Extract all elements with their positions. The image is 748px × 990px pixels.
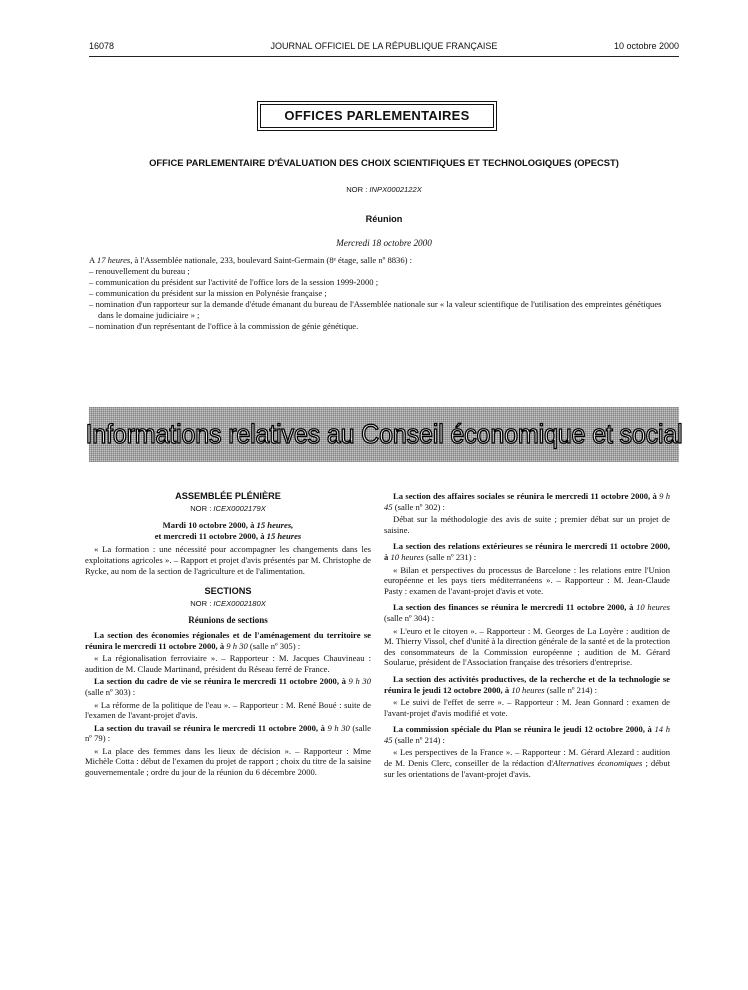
section-lead xyxy=(384,674,670,695)
section-lead-time: 14 h 45 xyxy=(384,724,670,745)
section-lead-time: 9 h 30 xyxy=(348,676,371,687)
section-body: « La place des femmes dans les lieux de décision ». – Rapporteur : Mme Michèle Cotta : début de l'examen du projet de rapport ; choix du titre de la saisine gouvernementale ; ordre du jour de la réunion du 6 décembre 2000. xyxy=(85,745,371,778)
section-lead-salle: (salle nº 79) : xyxy=(85,722,371,744)
section-lead-time: 9 h 45 xyxy=(384,491,670,512)
section-lead-salle: (salle nº 304) : xyxy=(384,612,435,623)
issue-date: 10 octobre 2000 xyxy=(613,41,679,51)
assemblee-nor xyxy=(85,504,371,515)
office-agenda xyxy=(89,255,679,332)
agenda-intro-a: A xyxy=(89,255,97,265)
agenda-intro-rest: à l'Assemblée nationale, 233, boulevard Saint-Germain (8ᵉ étage, salle nº 8836) : xyxy=(132,255,413,265)
section-lead xyxy=(85,676,371,697)
section-lead-text: La section du travail se réunira le mercredi 11 octobre 2000, à xyxy=(94,722,328,733)
assemblee-date-2b: 15 heures xyxy=(266,530,302,541)
section-lead-text: La commission spéciale du Plan se réunira le jeudi 12 octobre 2000, à xyxy=(393,724,655,735)
agenda-item: – communication du président sur l'activité de l'office lors de la session 1999-2000 ; xyxy=(89,277,379,287)
assemblee-date-2 xyxy=(85,531,371,542)
section-body-a: « Les perspectives de la France ». – Rapporteur : M. Gérard Alezard : audition de M. Denis Clerc, conseiller de la rédaction d' xyxy=(384,747,670,769)
section-lead xyxy=(384,602,670,623)
section-lead-time: 9 h 30 xyxy=(226,640,248,651)
assemblee-date-1b: 15 heures, xyxy=(256,520,294,531)
section-lead-text: La section des relations extérieures se réunira le mercredi 11 octobre 2000, à xyxy=(384,541,670,562)
page-header xyxy=(89,41,679,55)
header-rule xyxy=(89,56,679,57)
sections-nor xyxy=(85,599,371,610)
section-body: Débat sur la méthodologie des avis de suite ; premier débat sur un projet de saisine. xyxy=(384,514,670,535)
section-body-c: ; début sur les orientations de l'avant-projet d'avis. xyxy=(384,758,670,779)
section-lead-salle: (salle nº 214) : xyxy=(544,684,597,695)
section-lead-salle: (salle nº 231) : xyxy=(423,551,477,562)
section-lead xyxy=(85,630,371,651)
section-lead-salle: (salle nº 214) : xyxy=(392,734,445,745)
agenda-item: – nomination d'un représentant de l'office à la commission de génie génétique. xyxy=(89,321,359,331)
section-lead-time: 10 heures xyxy=(390,551,424,562)
assemblee-text: « La formation : une nécessité pour accompagner les changements dans les exploitations agricoles ». – Rapport et projet d'avis présentés par M. Christophe de Rycke, au nom de la section de l'agriculture et de l'alimentation. xyxy=(85,544,371,576)
assemblee-date-1 xyxy=(85,520,371,531)
section-lead xyxy=(384,724,670,745)
agenda-intro xyxy=(89,255,679,266)
section-lead-time: 9 h 30 xyxy=(327,722,350,733)
agenda-item: – renouvellement du bureau ; xyxy=(89,266,190,276)
journal-title: JOURNAL OFFICIEL DE LA RÉPUBLIQUE FRANÇAISE xyxy=(270,41,498,51)
section-body xyxy=(384,747,670,779)
ces-banner-text: Informations relatives au Conseil économique et social xyxy=(85,418,683,449)
meeting-heading: Réunion xyxy=(365,214,403,224)
section-title-box: OFFICES PARLEMENTAIRES xyxy=(260,104,494,128)
agenda-intro-time: 17 heures, xyxy=(96,255,133,265)
section-lead-salle: (salle nº 302) : xyxy=(392,501,445,512)
office-nor-code: INPX0002122X xyxy=(369,185,422,194)
office-nor xyxy=(89,186,679,195)
right-column xyxy=(384,491,670,781)
section-lead-text: La section des finances se réunira le mercredi 11 octobre 2000, à xyxy=(393,602,637,613)
page-number: 16078 xyxy=(89,41,115,51)
section-lead-text: La section des activités productives, de la recherche et de la technologie se réunira le jeudi 12 octobre 2000, à xyxy=(384,673,670,695)
sections-nor-label: NOR : xyxy=(190,598,214,608)
assemblee-date-1a: Mardi 10 octobre 2000, à xyxy=(162,520,257,531)
ces-banner xyxy=(85,407,683,462)
section-body: « La régionalisation ferroviaire ». – Rapporteur : M. Jacques Chauvineau : audition de M. Claude Martinand, président du Réseau ferré de France. xyxy=(85,653,371,674)
section-body: « La réforme de la politique de l'eau ». – Rapporteur : M. René Boué : suite de l'examen de l'avant-projet d'avis. xyxy=(85,699,371,721)
section-lead xyxy=(85,723,371,744)
office-nor-label: NOR : xyxy=(346,185,370,194)
assemblee-date-2a: et mercredi 11 octobre 2000, à xyxy=(154,530,267,541)
meeting-date: Mercredi 18 octobre 2000 xyxy=(336,238,432,248)
sections-heading: SECTIONS xyxy=(204,586,252,597)
section-body: « Le suivi de l'effet de serre ». – Rapporteur : M. Jean Gonnard : examen de l'avant-projet d'avis modifié et vote. xyxy=(384,697,670,718)
section-lead-text: La section des économies régionales et de l'aménagement du territoire se réunira le mercredi 11 octobre 2000, à xyxy=(85,629,371,651)
assemblee-nor-code: ICEX0002179X xyxy=(213,503,266,513)
section-body-title: Alternatives économiques xyxy=(552,758,643,769)
reunions-heading: Réunions de sections xyxy=(188,615,268,626)
assemblee-nor-label: NOR : xyxy=(190,503,214,513)
section-lead xyxy=(384,541,670,562)
sections-nor-code: ICEX0002180X xyxy=(213,598,266,608)
section-lead-text: La section des affaires sociales se réunira le mercredi 11 octobre 2000, à xyxy=(393,491,660,501)
section-lead-salle: (salle nº 305) : xyxy=(247,640,301,651)
section-body: « L'euro et le citoyen ». – Rapporteur : M. Georges de La Loyère : audition de M. Thierry Vissol, chef d'unité à la direction générale de la santé et de la protection des consommateurs de la Commission européenne ; audition de M. Gérard Soularue, président de l'Association française des trésoriers d'entreprise. xyxy=(384,625,670,668)
office-title: OFFICE PARLEMENTAIRE D'ÉVALUATION DES CHOIX SCIENTIFIQUES ET TECHNOLOGIQUES (OPECST) xyxy=(149,157,619,168)
assemblee-heading: ASSEMBLÉE PLÉNIÈRE xyxy=(175,491,281,501)
agenda-item: – communication du président sur la mission en Polynésie française ; xyxy=(89,288,327,298)
section-body: « Bilan et perspectives du processus de Barcelone : les relations entre l'Union européenne et les pays tiers méditerranéens ». – Rapporteur : M. Jean-Claude Pasty : examen de l'avant-projet d'avis et vote. xyxy=(384,564,670,596)
section-lead-time: 10 heures xyxy=(511,684,545,695)
left-column xyxy=(85,491,371,780)
section-lead-text: La section du cadre de vie se réunira le mercredi 11 octobre 2000, à xyxy=(94,676,349,687)
section-lead-time: 10 heures xyxy=(636,602,670,613)
agenda-item: – nomination d'un rapporteur sur la demande d'étude émanant du bureau de l'Assemblée nationale sur « la valeur scientifique de l'utilisation des empreintes génétiques dans le domaine judiciaire » ; xyxy=(89,299,662,320)
section-lead-salle: (salle nº 303) : xyxy=(85,686,136,697)
section-lead xyxy=(384,491,670,512)
